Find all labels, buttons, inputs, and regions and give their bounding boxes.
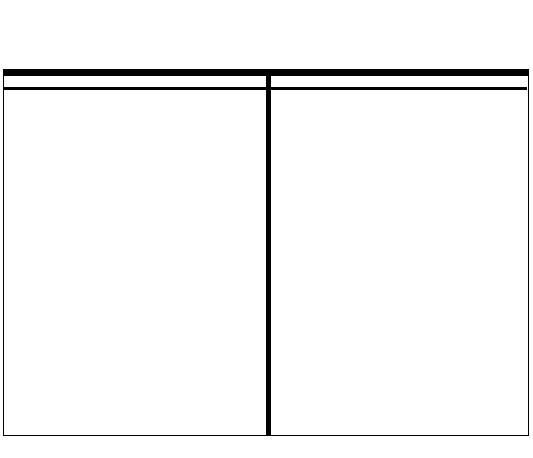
left-column	[4, 70, 266, 435]
right-column	[271, 70, 527, 435]
right-column-header	[271, 76, 527, 87]
right-header-rule	[271, 87, 527, 90]
facts-table	[3, 69, 529, 436]
left-column-header	[4, 76, 266, 87]
left-header-rule	[4, 87, 266, 90]
